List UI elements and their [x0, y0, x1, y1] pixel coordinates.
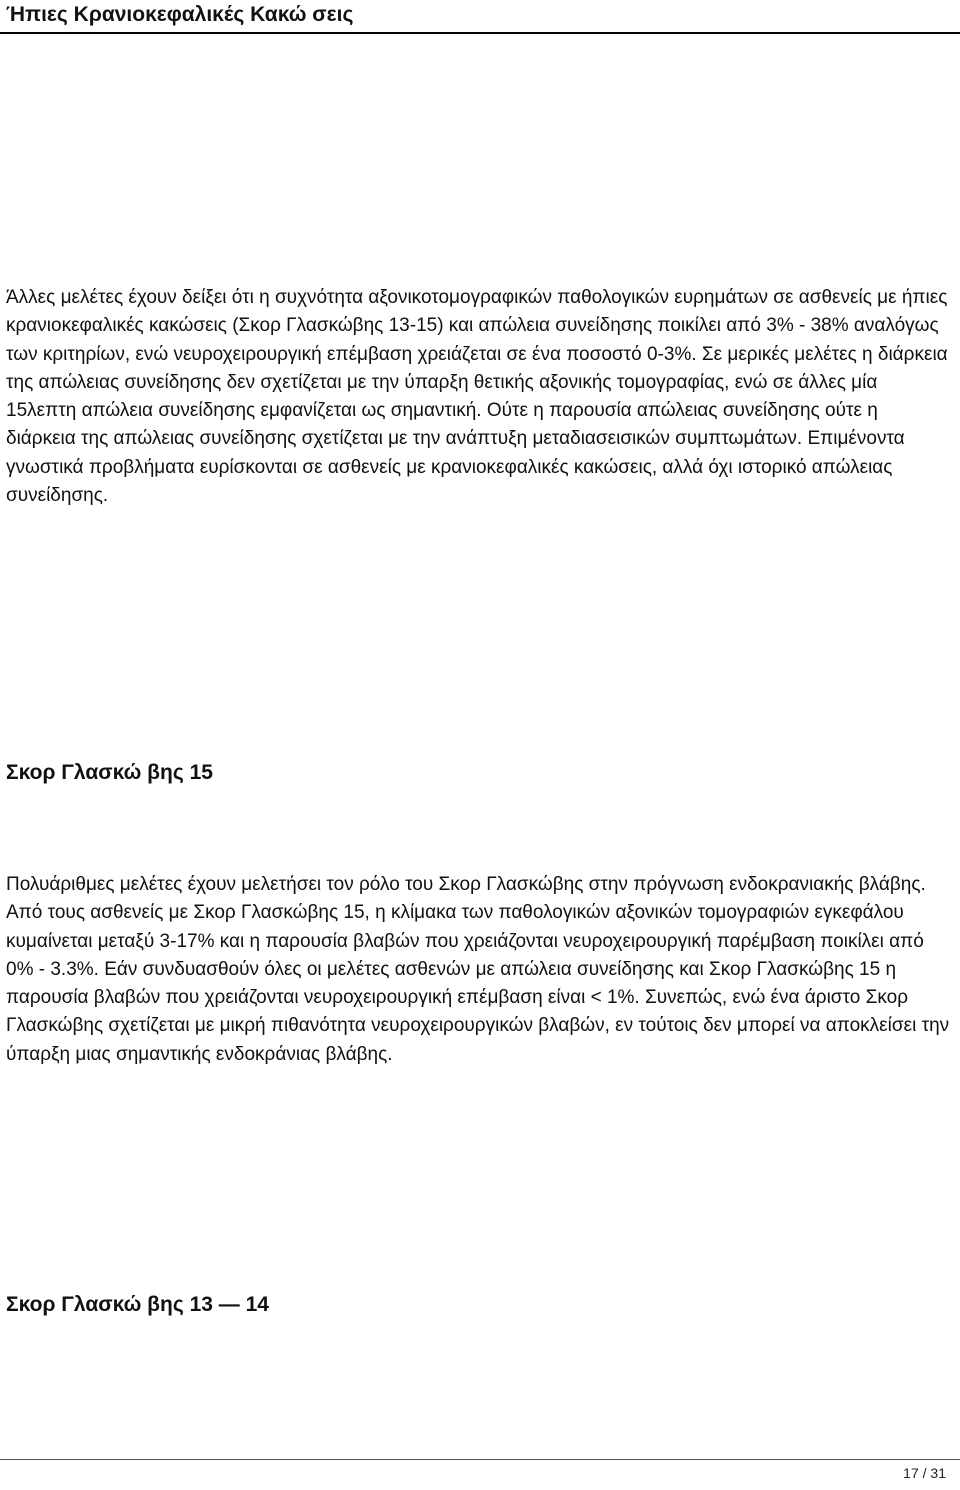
page-header: [0, 0, 960, 34]
document-title: Ήπιες Κρανιοκεφαλικές Κακώ σεις: [6, 3, 354, 26]
page-number: 17 / 31: [903, 1465, 946, 1481]
paragraph-loss-of-consciousness: Άλλες μελέτες έχουν δείξει ότι η συχνότητα αξονικοτομογραφικών παθολογικών ευρημάτων σε ασθενείς με ήπιες κρανιοκεφαλικές κακώσεις (Σκορ Γλασκώβης 13-15) και απώλεια συνείδησης ποικίλει από 3% - 38% αναλόγως των κριτηρίων, ενώ νευροχειρουργική επέμβαση χρειάζεται σε ένα ποσοστό 0-3%. Σε μερικές μελέτες η διάρκεια της απώλειας συνείδησης δεν σχετίζεται με την ύπαρξη θετικής αξονικής τομογραφίας, ενώ σε άλλες μία 15λεπτη απώλεια συνείδησης εμφανίζεται ως σημαντική. Ούτε η παρουσία απώλειας συνείδησης ούτε η διάρκεια της απώλειας συνείδησης σχετίζεται με την ανάπτυξη μεταδιασεισικών συμπτωμάτων. Επιμένοντα γνωστικά προβλήματα ευρίσκονται σε ασθενείς με κρανιοκεφαλικές κακώσεις, αλλά όχι ιστορικό απώλειας συνείδησης.: [6, 287, 948, 507]
footer-divider: [0, 1459, 960, 1460]
header-divider: [0, 32, 960, 34]
section-heading-gcs-13-14: Σκορ Γλασκώ βης 13 — 14: [6, 1293, 269, 1316]
paragraph-gcs-15: Πολυάριθμες μελέτες έχουν μελετήσει τον ρόλο του Σκορ Γλασκώβης στην πρόγνωση ενδοκρανιακής βλάβης. Από τους ασθενείς με Σκορ Γλασκώβης 15, η κλίμακα των παθολογικών αξονικών τομογραφιών εγκεφάλου κυμαίνεται μεταξύ 3-17% και η παρουσία βλαβών που χρειάζονται νευροχειρουργική παρέμβαση ποικίλει από 0% - 3.3%. Εάν συνδυασθούν όλες οι μελέτες ασθενών με απώλεια συνείδησης και Σκορ Γλασκώβης 15 η παρουσία βλαβών που χρειάζονται νευροχειρουργική επέμβαση είναι < 1%. Συνεπώς, ενώ ένα άριστο Σκορ Γλασκώβης σχετίζεται με μικρή πιθανότητα νευροχειρουργικών βλαβών, εν τούτοις δεν μπορεί να αποκλείσει την ύπαρξη μιας σημαντικής ενδοκράνιας βλάβης.: [6, 874, 950, 1065]
section-heading-gcs-15: Σκορ Γλασκώ βης 15: [6, 761, 213, 784]
